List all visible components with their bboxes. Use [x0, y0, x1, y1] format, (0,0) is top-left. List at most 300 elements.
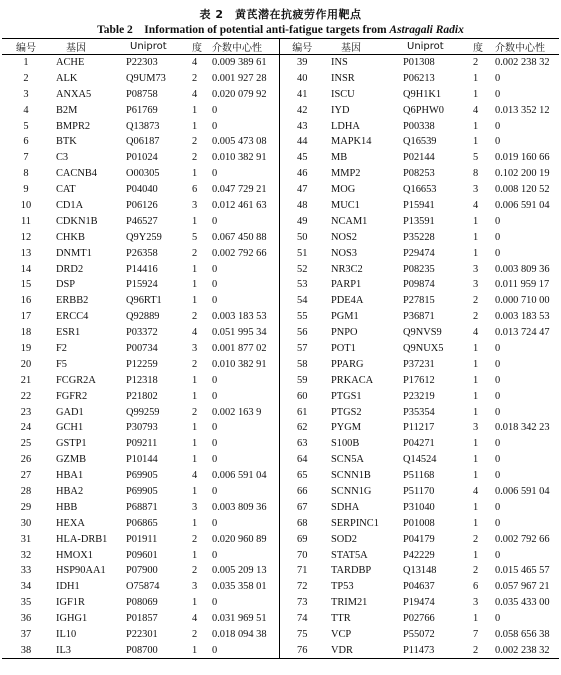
cell-betweenness: 0: [212, 120, 218, 132]
cell-degree: 4: [473, 104, 479, 116]
cell-betweenness: 0.003 183 53: [212, 311, 267, 323]
cell-id: 5: [23, 120, 29, 132]
cell-uniprot: Q9NVS9: [403, 327, 442, 339]
cell-id: 44: [279, 134, 325, 150]
cell-gene: HBB: [56, 501, 78, 513]
cell-betweenness: 0: [495, 88, 501, 100]
cell-betweenness: 0.008 120 52: [495, 184, 550, 196]
cell-uniprot: P10144: [126, 454, 158, 466]
cell-betweenness: 0.003 183 53: [495, 311, 550, 323]
cell-gene: ACHE: [56, 57, 85, 69]
cell-degree: 4: [473, 485, 479, 497]
table-row: [2, 198, 559, 214]
cell-uniprot: Q9UM73: [126, 72, 166, 84]
cell-degree: 1: [473, 549, 479, 561]
cell-degree: 4: [473, 327, 479, 339]
cell-uniprot: P69905: [126, 485, 158, 497]
cell-betweenness: 0.005 473 08: [212, 136, 267, 148]
cell-id: 67: [279, 499, 325, 515]
cell-betweenness: 0: [495, 613, 501, 625]
cell-betweenness: 0: [495, 342, 501, 354]
cell-id: 1: [23, 57, 29, 69]
cell-id: 7: [23, 152, 29, 164]
cell-id: 46: [279, 166, 325, 182]
cell-betweenness: 0: [212, 215, 218, 227]
cell-degree: 1: [473, 517, 479, 529]
cell-gene: POT1: [331, 342, 356, 354]
cell-gene: ALK: [56, 72, 78, 84]
cell-uniprot: P29474: [403, 247, 435, 259]
cell-degree: 5: [192, 231, 198, 243]
cell-id: 51: [279, 245, 325, 261]
cell-betweenness: 0: [495, 470, 501, 482]
cell-id: 13: [20, 247, 32, 259]
cell-betweenness: 0.012 461 63: [212, 199, 267, 211]
cell-degree: 1: [192, 168, 198, 180]
cell-degree: 1: [192, 517, 198, 529]
cell-betweenness: 0.000 710 00: [495, 295, 550, 307]
cell-uniprot: P09601: [126, 549, 158, 561]
cell-uniprot: P12259: [126, 358, 158, 370]
cell-uniprot: Q13148: [403, 565, 437, 577]
table-row: [2, 309, 559, 325]
cell-betweenness: 0: [495, 454, 501, 466]
cell-gene: VCP: [331, 629, 352, 640]
cell-gene: MMP2: [331, 168, 361, 180]
cell-uniprot: P68871: [126, 501, 158, 513]
cell-id: 66: [279, 484, 325, 500]
cell-betweenness: 0: [212, 390, 218, 402]
cell-betweenness: 0: [212, 549, 218, 561]
cell-gene: TTR: [331, 613, 351, 625]
table-row: [2, 150, 559, 166]
cell-id: 65: [279, 468, 325, 484]
cell-uniprot: P51170: [403, 485, 435, 497]
cell-uniprot: P27815: [403, 295, 435, 307]
cell-degree: 1: [473, 438, 479, 450]
cell-id: 48: [279, 198, 325, 214]
cell-uniprot: Q6PHW0: [403, 104, 444, 116]
cell-gene: DRD2: [56, 263, 84, 275]
cell-betweenness: 0.006 591 04: [495, 485, 550, 497]
cell-betweenness: 0.058 656 38: [495, 629, 550, 640]
cell-id: 15: [20, 279, 32, 291]
table-row: [2, 611, 559, 627]
cell-id: 3: [23, 88, 29, 100]
cell-gene: PPARG: [331, 358, 364, 370]
cell-id: 18: [20, 327, 32, 339]
cell-degree: 3: [473, 184, 479, 196]
table-row: [2, 547, 559, 563]
cell-id: 61: [279, 404, 325, 420]
cell-id: 40: [279, 70, 325, 86]
cell-degree: 1: [473, 231, 479, 243]
cell-uniprot: P04179: [403, 533, 435, 545]
cell-betweenness: 0.020 079 92: [212, 88, 267, 100]
cell-degree: 2: [192, 152, 198, 164]
cell-id: 22: [20, 390, 32, 402]
cell-degree: 3: [192, 501, 198, 513]
cell-betweenness: 0: [495, 501, 501, 513]
cell-betweenness: 0.001 877 02: [212, 342, 267, 354]
cell-id: 21: [20, 374, 32, 386]
cell-degree: 1: [192, 485, 198, 497]
cell-uniprot: Q96RT1: [126, 295, 162, 307]
cell-betweenness: 0.010 382 91: [212, 152, 267, 164]
header-id-left: 编号: [16, 43, 36, 54]
cell-uniprot: P55072: [403, 629, 435, 640]
cell-uniprot: P17612: [403, 374, 435, 386]
cell-id: 10: [20, 199, 32, 211]
cell-betweenness: 0: [212, 597, 218, 609]
table-row: [2, 579, 559, 595]
table-row: [2, 627, 559, 643]
cell-gene: GSTP1: [56, 438, 87, 450]
cell-betweenness: 0: [212, 438, 218, 450]
table-row: [2, 388, 559, 404]
cell-degree: 3: [473, 263, 479, 275]
cell-gene: GCH1: [56, 422, 84, 434]
table-row: [2, 420, 559, 436]
cell-degree: 1: [192, 215, 198, 227]
cell-degree: 1: [192, 279, 198, 291]
table-row: [2, 245, 559, 261]
cell-gene: STAT5A: [331, 549, 368, 561]
cell-degree: 1: [192, 597, 198, 609]
cell-id: 39: [279, 55, 325, 71]
cell-gene: HEXA: [56, 517, 85, 529]
table-row: [2, 404, 559, 420]
cell-gene: LDHA: [331, 120, 360, 132]
cell-id: 43: [279, 118, 325, 134]
cell-id: 23: [20, 406, 32, 418]
cell-betweenness: 0.057 967 21: [495, 581, 550, 593]
table-row: [2, 55, 559, 71]
cell-degree: 1: [192, 644, 198, 656]
cell-degree: 1: [192, 374, 198, 386]
cell-uniprot: Q13873: [126, 120, 160, 132]
cell-degree: 1: [192, 549, 198, 561]
cell-uniprot: P23219: [403, 390, 435, 402]
cell-degree: 1: [192, 422, 198, 434]
cell-gene: CAT: [56, 184, 76, 196]
cell-gene: IL3: [56, 644, 72, 656]
cell-id: 34: [20, 581, 32, 593]
targets-table: [2, 38, 559, 659]
cell-betweenness: 0: [495, 390, 501, 402]
cell-uniprot: P14416: [126, 263, 158, 275]
cell-degree: 2: [192, 629, 198, 640]
cell-id: 59: [279, 372, 325, 388]
cell-id: 75: [279, 627, 325, 643]
cell-id: 25: [20, 438, 32, 450]
cell-uniprot: P69905: [126, 470, 158, 482]
cell-id: 60: [279, 388, 325, 404]
cell-id: 58: [279, 356, 325, 372]
cell-uniprot: P37231: [403, 358, 435, 370]
table-title-english-text: Table 2 Information of potential anti-fatigue targets from: [97, 24, 390, 36]
cell-degree: 1: [473, 247, 479, 259]
cell-gene: NOS3: [331, 247, 357, 259]
cell-id: 33: [20, 565, 32, 577]
cell-uniprot: P01308: [403, 57, 435, 69]
table-row: [2, 499, 559, 515]
cell-degree: 3: [192, 199, 198, 211]
cell-uniprot: P09211: [126, 438, 158, 450]
cell-gene: ESR1: [56, 327, 81, 339]
header-betweenness-left: 介数中心性: [212, 43, 262, 54]
cell-uniprot: Q9NUX5: [403, 342, 444, 354]
cell-degree: 4: [473, 199, 479, 211]
cell-uniprot: P61769: [126, 104, 158, 116]
cell-uniprot: P07900: [126, 565, 158, 577]
header-degree-left: 度: [192, 43, 202, 54]
cell-betweenness: 0.015 465 57: [495, 565, 550, 577]
cell-degree: 2: [473, 311, 479, 323]
cell-gene: F2: [56, 342, 67, 354]
table-row: [2, 166, 559, 182]
cell-betweenness: 0: [212, 485, 218, 497]
cell-betweenness: 0.002 163 9: [212, 406, 262, 418]
cell-uniprot: O00305: [126, 168, 160, 180]
cell-degree: 3: [192, 342, 198, 354]
cell-degree: 1: [473, 390, 479, 402]
header-uniprot-left: Uniprot: [130, 41, 167, 52]
cell-degree: 1: [473, 613, 479, 625]
table-row: [2, 118, 559, 134]
cell-gene: SERPINC1: [331, 517, 379, 529]
cell-degree: 3: [473, 597, 479, 609]
cell-uniprot: Q92889: [126, 311, 160, 323]
cell-id: 69: [279, 531, 325, 547]
cell-id: 6: [23, 136, 29, 148]
cell-uniprot: P00338: [403, 120, 435, 132]
cell-uniprot: P04637: [403, 581, 435, 593]
cell-degree: 6: [192, 184, 198, 196]
cell-uniprot: P15941: [403, 199, 435, 211]
cell-degree: 2: [473, 565, 479, 577]
cell-gene: CDKN1B: [56, 215, 98, 227]
cell-uniprot: P04271: [403, 438, 435, 450]
table-title-english: [0, 21, 561, 37]
table-row: [2, 229, 559, 245]
table-row: [2, 436, 559, 452]
cell-id: 50: [279, 229, 325, 245]
cell-betweenness: 0.011 959 17: [495, 279, 550, 291]
cell-betweenness: 0.018 342 23: [495, 422, 550, 434]
table-row: [2, 70, 559, 86]
cell-betweenness: 0: [495, 247, 501, 259]
cell-id: 68: [279, 515, 325, 531]
cell-betweenness: 0: [212, 263, 218, 275]
cell-degree: 1: [192, 438, 198, 450]
cell-id: 49: [279, 213, 325, 229]
cell-degree: 1: [473, 406, 479, 418]
cell-id: 19: [20, 342, 32, 354]
cell-betweenness: 0.002 238 32: [495, 644, 550, 656]
cell-id: 24: [20, 422, 32, 434]
header-betweenness-right: 介数中心性: [495, 43, 545, 54]
table-title-chinese: 表 2 黄芪潜在抗疲劳作用靶点: [199, 8, 362, 21]
cell-degree: 1: [473, 454, 479, 466]
cell-gene: SDHA: [331, 501, 360, 513]
cell-uniprot: P00734: [126, 342, 158, 354]
cell-id: 4: [23, 104, 29, 116]
cell-gene: SCNN1G: [331, 485, 372, 497]
cell-gene: HSP90AA1: [56, 565, 106, 577]
cell-gene: SOD2: [331, 533, 357, 545]
table-row: [2, 182, 559, 198]
cell-uniprot: P13591: [403, 215, 435, 227]
table-row: [2, 134, 559, 150]
cell-uniprot: P01024: [126, 152, 158, 164]
cell-id: 30: [20, 517, 32, 529]
cell-id: 57: [279, 341, 325, 357]
cell-uniprot: Q9Y259: [126, 231, 162, 243]
cell-degree: 4: [192, 470, 198, 482]
header-gene-left: 基因: [66, 43, 86, 54]
cell-degree: 1: [473, 374, 479, 386]
cell-betweenness: 0.035 433 00: [495, 597, 550, 609]
cell-id: 2: [23, 72, 29, 84]
cell-gene: F5: [56, 358, 67, 370]
table-row: [2, 325, 559, 341]
cell-id: 53: [279, 277, 325, 293]
cell-degree: 1: [473, 215, 479, 227]
cell-betweenness: 0: [212, 104, 218, 116]
cell-betweenness: 0: [212, 454, 218, 466]
cell-id: 11: [20, 215, 31, 227]
header-id-right: 编号: [279, 39, 325, 55]
cell-uniprot: P51168: [403, 470, 435, 482]
cell-betweenness: 0.051 995 34: [212, 327, 267, 339]
cell-degree: 2: [473, 533, 479, 545]
cell-id: 70: [279, 547, 325, 563]
cell-uniprot: P03372: [126, 327, 158, 339]
cell-degree: 4: [192, 327, 198, 339]
cell-degree: 1: [473, 88, 479, 100]
cell-uniprot: Q16653: [403, 184, 437, 196]
cell-id: 55: [279, 309, 325, 325]
table-row: [2, 372, 559, 388]
cell-uniprot: P12318: [126, 374, 158, 386]
cell-id: 73: [279, 595, 325, 611]
cell-gene: HLA-DRB1: [56, 533, 108, 545]
cell-id: 63: [279, 436, 325, 452]
cell-betweenness: 0: [212, 517, 218, 529]
cell-gene: TARDBP: [331, 565, 372, 577]
cell-uniprot: P42229: [403, 549, 435, 561]
cell-gene: SCN5A: [331, 454, 364, 466]
cell-id: 26: [20, 454, 32, 466]
cell-id: 62: [279, 420, 325, 436]
cell-degree: 2: [192, 358, 198, 370]
table-row: [2, 341, 559, 357]
cell-uniprot: O75874: [126, 581, 160, 593]
cell-degree: 2: [473, 57, 479, 69]
cell-gene: PTGS2: [331, 406, 362, 418]
cell-betweenness: 0: [495, 406, 501, 418]
table-row: [2, 102, 559, 118]
table-body: [2, 55, 559, 659]
cell-betweenness: 0.013 724 47: [495, 327, 550, 339]
cell-gene: NOS2: [331, 231, 357, 243]
cell-gene: IGHG1: [56, 613, 88, 625]
cell-betweenness: 0: [495, 215, 501, 227]
cell-gene: PYGM: [331, 422, 362, 434]
cell-uniprot: P09874: [403, 279, 435, 291]
table-row: [2, 86, 559, 102]
cell-betweenness: 0: [495, 120, 501, 132]
cell-id: 74: [279, 611, 325, 627]
cell-degree: 1: [473, 501, 479, 513]
cell-degree: 2: [192, 72, 198, 84]
cell-id: 38: [20, 644, 32, 656]
cell-id: 64: [279, 452, 325, 468]
cell-id: 35: [20, 597, 32, 609]
cell-betweenness: 0.013 352 12: [495, 104, 550, 116]
cell-uniprot: P35354: [403, 406, 435, 418]
cell-betweenness: 0.047 729 21: [212, 184, 267, 196]
cell-betweenness: 0.006 591 04: [495, 199, 550, 211]
cell-uniprot: P02144: [403, 152, 435, 164]
cell-uniprot: P01008: [403, 517, 435, 529]
cell-gene: CHKB: [56, 231, 85, 243]
cell-id: 27: [20, 470, 32, 482]
cell-degree: 1: [192, 104, 198, 116]
table-row: [2, 484, 559, 500]
cell-degree: 4: [192, 57, 198, 69]
cell-id: 31: [20, 533, 32, 545]
cell-betweenness: 0: [495, 374, 501, 386]
cell-degree: 2: [192, 406, 198, 418]
cell-id: 41: [279, 86, 325, 102]
cell-id: 52: [279, 261, 325, 277]
cell-id: 20: [20, 358, 32, 370]
cell-gene: C3: [56, 152, 69, 164]
cell-gene: HBA1: [56, 470, 84, 482]
cell-uniprot: P22303: [126, 57, 158, 69]
cell-betweenness: 0.003 809 36: [495, 263, 550, 275]
header-gene-right: 基因: [341, 43, 361, 54]
table-row: [2, 515, 559, 531]
cell-betweenness: 0.002 792 66: [495, 533, 550, 545]
cell-betweenness: 0: [495, 438, 501, 450]
cell-uniprot: P01911: [126, 533, 158, 545]
cell-betweenness: 0: [495, 517, 501, 529]
cell-betweenness: 0.020 960 89: [212, 533, 267, 545]
table-row: [2, 642, 559, 658]
cell-uniprot: P08758: [126, 88, 158, 100]
cell-gene: GZMB: [56, 454, 87, 466]
cell-uniprot: P11473: [403, 644, 435, 656]
cell-gene: PDE4A: [331, 295, 364, 307]
cell-degree: 6: [473, 581, 479, 593]
cell-gene: NCAM1: [331, 215, 368, 227]
cell-betweenness: 0: [495, 231, 501, 243]
cell-betweenness: 0: [495, 72, 501, 84]
cell-degree: 1: [473, 72, 479, 84]
table-row: [2, 277, 559, 293]
cell-betweenness: 0.035 358 01: [212, 581, 267, 593]
cell-id: 42: [279, 102, 325, 118]
cell-gene: BMPR2: [56, 120, 91, 132]
cell-betweenness: 0.019 160 66: [495, 152, 550, 164]
cell-betweenness: 0: [212, 295, 218, 307]
cell-gene: MOG: [331, 184, 356, 196]
cell-gene: DSP: [56, 279, 76, 291]
cell-uniprot: P35228: [403, 231, 435, 243]
